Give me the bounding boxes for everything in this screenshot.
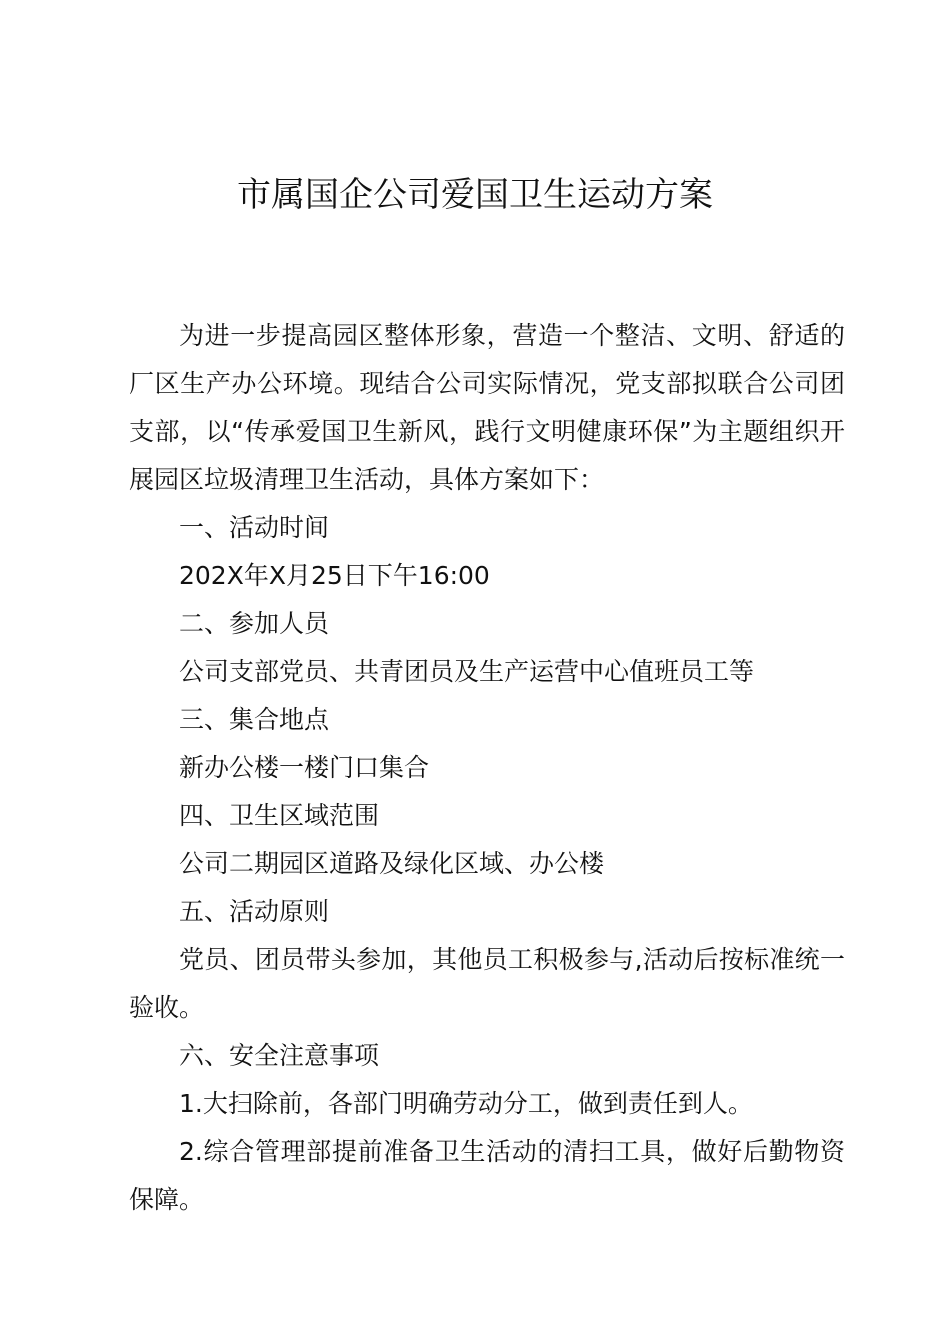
meeting-place-text: 新办公楼一楼门口集合	[179, 753, 430, 782]
principles-text: 党员、团员带头参加，其他员工积极参与,活动后按标准统一验收。	[129, 945, 845, 1022]
section-heading-safety: 六、安全注意事项	[179, 1041, 380, 1070]
safety-item-1: 1.大扫除前，各部门明确劳动分工，做到责任到人。	[179, 1089, 753, 1118]
intro-paragraph: 为进一步提高园区整体形象，营造一个整洁、文明、舒适的厂区生产办公环境。现结合公司实际情况，党支部拟联合公司团支部，以“传承爱国卫生新风，践行文明健康环保”为主题组织开展园区垃圾清理卫生活动，具体方案如下：	[129, 321, 845, 494]
section-heading-activity-time: 一、活动时间	[179, 513, 330, 542]
safety-item-2: 2.综合管理部提前准备卫生活动的清扫工具，做好后勤物资保障。	[129, 1137, 845, 1214]
document-body	[129, 312, 845, 1224]
section-heading-meeting-place: 三、集合地点	[179, 705, 330, 734]
section-heading-principles: 五、活动原则	[179, 897, 330, 926]
area-scope-text: 公司二期园区道路及绿化区域、办公楼	[179, 849, 605, 878]
document-title: 市属国企公司爱国卫生运动方案	[237, 175, 713, 215]
section-heading-area-scope: 四、卫生区域范围	[179, 801, 380, 830]
section-heading-participants: 二、参加人员	[179, 609, 330, 638]
participants-text: 公司支部党员、共青团员及生产运营中心值班员工等	[179, 657, 755, 686]
activity-time-text: 202X年X月25日下午16:00	[179, 561, 490, 590]
